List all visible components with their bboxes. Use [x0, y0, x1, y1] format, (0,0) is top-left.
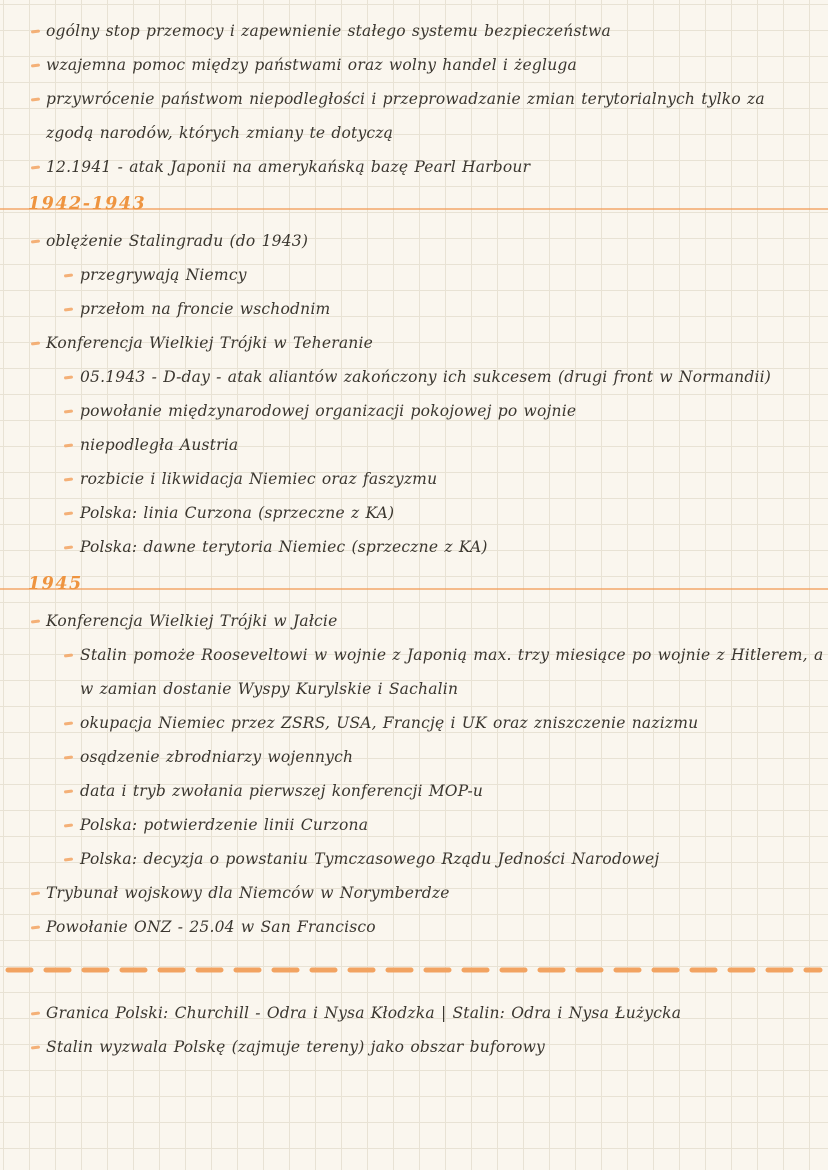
bullet-dash-icon [64, 545, 73, 549]
note-text: Konferencja Wielkiej Trójki w Teheranie [46, 334, 373, 352]
note-line [0, 842, 828, 876]
bullet-dash-icon [64, 823, 73, 827]
note-line [0, 996, 828, 1030]
bullet-dash-icon [64, 477, 73, 481]
note-line [0, 808, 828, 842]
note-line [0, 428, 828, 462]
bullet-dash-icon [64, 857, 73, 861]
section-header-label: 1942-1943 [28, 194, 147, 214]
note-text: Stalin pomoże Rooseveltowi w wojnie z Japonią max. trzy miesiące po wojnie z Hitlerem, a [80, 646, 824, 664]
note-text: okupacja Niemiec przez ZSRS, USA, Francję i UK oraz zniszczenie nazizmu [80, 714, 699, 732]
note-text: Trybunał wojskowy dla Niemców w Norymberdze [46, 884, 450, 902]
note-text: Polska: dawne terytoria Niemiec (sprzeczne z KA) [80, 538, 488, 556]
note-text: ogólny stop przemocy i zapewnienie stałego systemu bezpieczeństwa [46, 22, 611, 40]
note-text: w zamian dostanie Wyspy Kurylskie i Sachalin [80, 680, 459, 698]
bullet-dash-icon [31, 1045, 40, 1049]
note-line [0, 394, 828, 428]
bullet-dash-icon [64, 755, 73, 759]
bullet-dash-icon [64, 511, 73, 515]
bullet-dash-icon [31, 341, 40, 345]
note-text: 12.1941 - atak Japonii na amerykańską bazę Pearl Harbour [46, 158, 531, 176]
note-text: Polska: decyzja o powstaniu Tymczasowego Rządu Jedności Narodowej [80, 850, 660, 868]
bullet-dash-icon [31, 29, 40, 33]
note-line [0, 48, 828, 82]
note-line [0, 82, 828, 116]
note-text: Konferencja Wielkiej Trójki w Jałcie [46, 612, 338, 630]
note-line [0, 258, 828, 292]
note-text: przegrywają Niemcy [80, 266, 247, 284]
bullet-dash-icon [64, 273, 73, 277]
section-header-label: 1945 [28, 574, 83, 594]
note-line [0, 150, 828, 184]
note-text: data i tryb zwołania pierwszej konferencji MOP-u [80, 782, 484, 800]
bullet-dash-icon [64, 443, 73, 447]
note-text: Polska: linia Curzona (sprzeczne z KA) [80, 504, 395, 522]
section-header [0, 184, 828, 224]
note-line [0, 604, 828, 638]
note-text: Stalin wyzwala Polskę (zajmuje tereny) jako obszar buforowy [46, 1038, 546, 1056]
note-line [0, 326, 828, 360]
bullet-dash-icon [64, 375, 73, 379]
note-text: Powołanie ONZ - 25.04 w San Francisco [46, 918, 376, 936]
note-text: osądzenie zbrodniarzy wojennych [80, 748, 354, 766]
note-line [0, 496, 828, 530]
note-line [0, 116, 828, 150]
note-text: przełom na froncie wschodnim [80, 300, 331, 318]
divider-line [0, 965, 828, 975]
section-rule [0, 588, 828, 590]
note-line [0, 706, 828, 740]
bullet-dash-icon [31, 891, 40, 895]
note-line [0, 292, 828, 326]
dashed-divider [0, 944, 828, 996]
bullet-dash-icon [31, 619, 40, 623]
note-line [0, 1030, 828, 1064]
bullet-dash-icon [31, 165, 40, 169]
bullet-dash-icon [31, 97, 40, 101]
bullet-dash-icon [64, 409, 73, 413]
note-text: zgodą narodów, których zmiany te dotyczą [46, 124, 394, 142]
note-line [0, 740, 828, 774]
bullet-dash-icon [64, 307, 73, 311]
note-line [0, 224, 828, 258]
note-text: powołanie międzynarodowej organizacji pokojowej po wojnie [80, 402, 577, 420]
bullet-dash-icon [31, 63, 40, 67]
bullet-dash-icon [64, 721, 73, 725]
note-text: 05.1943 - D-day - atak aliantów zakończony ich sukcesem (drugi front w Normandii) [80, 368, 772, 386]
note-text: oblężenie Stalingradu (do 1943) [46, 232, 309, 250]
bullet-dash-icon [64, 653, 73, 657]
bullet-dash-icon [31, 925, 40, 929]
note-line [0, 876, 828, 910]
note-line [0, 360, 828, 394]
note-line [0, 638, 828, 672]
section-header [0, 564, 828, 604]
note-line [0, 774, 828, 808]
note-line [0, 910, 828, 944]
note-text: rozbicie i likwidacja Niemiec oraz faszyzmu [80, 470, 438, 488]
note-text: Granica Polski: Churchill - Odra i Nysa Kłodzka | Stalin: Odra i Nysa Łużycka [46, 1004, 682, 1022]
bullet-dash-icon [64, 789, 73, 793]
note-text: niepodległa Austria [80, 436, 239, 454]
bullet-dash-icon [31, 239, 40, 243]
note-line [0, 672, 828, 706]
note-line [0, 462, 828, 496]
note-text: wzajemna pomoc między państwami oraz wolny handel i żegluga [46, 56, 577, 74]
bullet-dash-icon [31, 1011, 40, 1015]
note-line [0, 530, 828, 564]
note-text: Polska: potwierdzenie linii Curzona [80, 816, 369, 834]
note-line [0, 14, 828, 48]
note-text: przywrócenie państwom niepodległości i przeprowadzanie zmian terytorialnych tylko za [46, 90, 765, 108]
